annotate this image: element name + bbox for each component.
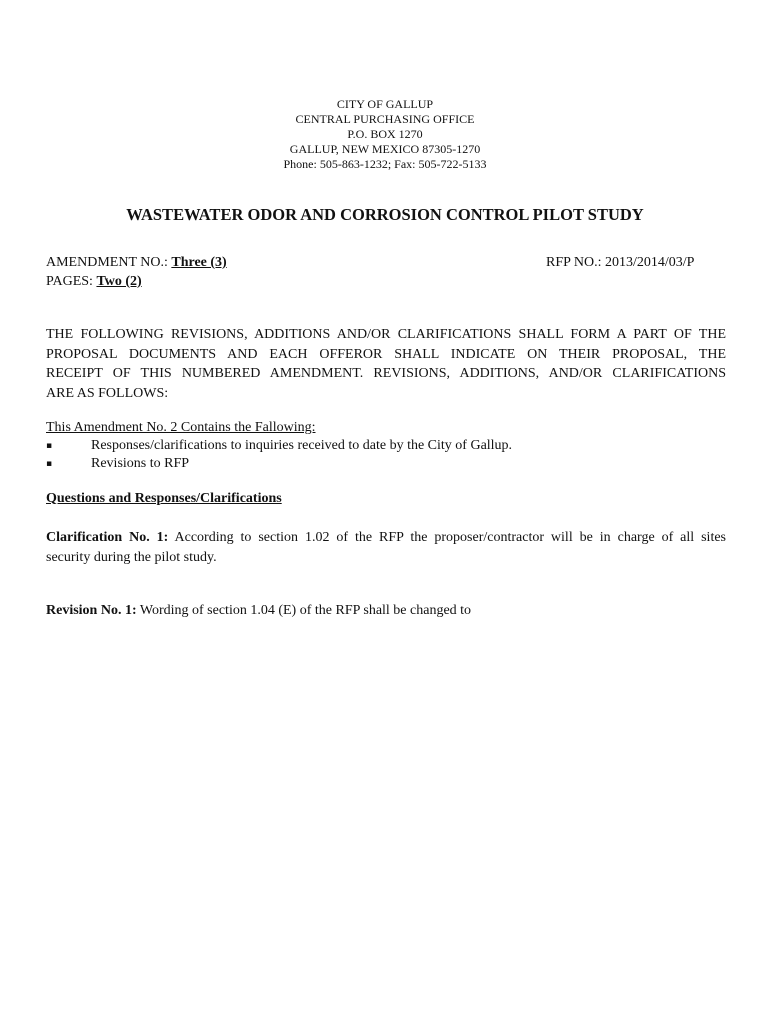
contents-item-text: Responses/clarifications to inquiries received to date by the City of Gallup. bbox=[91, 438, 513, 453]
intro-line: ARE AS FOLLOWS: bbox=[46, 385, 169, 401]
intro-line: RECEIPT OF THIS NUMBERED AMENDMENT. REVISIONS, ADDITIONS, AND/OR CLARIFICATIONS bbox=[46, 366, 726, 381]
pages-row bbox=[46, 273, 726, 291]
revision-text: Wording of section 1.04 (E) of the RFP shall be changed to bbox=[136, 603, 472, 618]
clarification-text: According to section 1.02 of the RFP the proposer/contractor will be in charge of all sites bbox=[168, 530, 726, 545]
intro-paragraph bbox=[46, 325, 726, 403]
letterhead-office: CENTRAL PURCHASING OFFICE bbox=[295, 112, 475, 126]
square-bullet-icon: ▪ bbox=[46, 441, 53, 451]
document-title: WASTEWATER ODOR AND CORROSION CONTROL PILOT STUDY bbox=[126, 205, 644, 224]
intro-line: PROPOSAL DOCUMENTS AND EACH OFFEROR SHALL INDICATE ON THEIR PROPOSAL, THE bbox=[46, 346, 726, 362]
contents-heading: This Amendment No. 2 Contains the Fallowing: bbox=[46, 420, 316, 435]
rfp-number bbox=[546, 254, 694, 272]
contents-item-text: Revisions to RFP bbox=[91, 456, 190, 471]
letterhead-contact: Phone: 505-863-1232; Fax: 505-722-5133 bbox=[283, 157, 487, 171]
letterhead bbox=[0, 97, 770, 172]
letterhead-city: CITY OF GALLUP bbox=[336, 97, 434, 111]
rfp-value: 2013/2014/03/P bbox=[605, 255, 695, 270]
rfp-label: RFP NO.: bbox=[546, 255, 606, 270]
letterhead-po-box: P.O. BOX 1270 bbox=[347, 127, 423, 141]
pages-value: Two (2) bbox=[96, 274, 142, 289]
clarification-paragraph bbox=[46, 528, 726, 567]
amendment-label: AMENDMENT NO.: bbox=[46, 255, 172, 270]
amendment-value: Three (3) bbox=[171, 255, 227, 270]
square-bullet-icon: ▪ bbox=[46, 459, 53, 469]
revision-label: Revision No. 1: bbox=[46, 603, 137, 618]
letterhead-address: GALLUP, NEW MEXICO 87305-1270 bbox=[289, 142, 481, 156]
clarification-line: security during the pilot study. bbox=[46, 549, 217, 565]
section-heading: Questions and Responses/Clarifications bbox=[46, 491, 282, 506]
pages-label: PAGES: bbox=[46, 274, 97, 289]
intro-line: THE FOLLOWING REVISIONS, ADDITIONS AND/OR CLARIFICATIONS SHALL FORM A PART OF THE bbox=[46, 327, 726, 342]
clarification-label: Clarification No. 1: bbox=[46, 530, 169, 545]
revision-paragraph bbox=[46, 602, 471, 620]
clarification-line bbox=[46, 528, 726, 548]
